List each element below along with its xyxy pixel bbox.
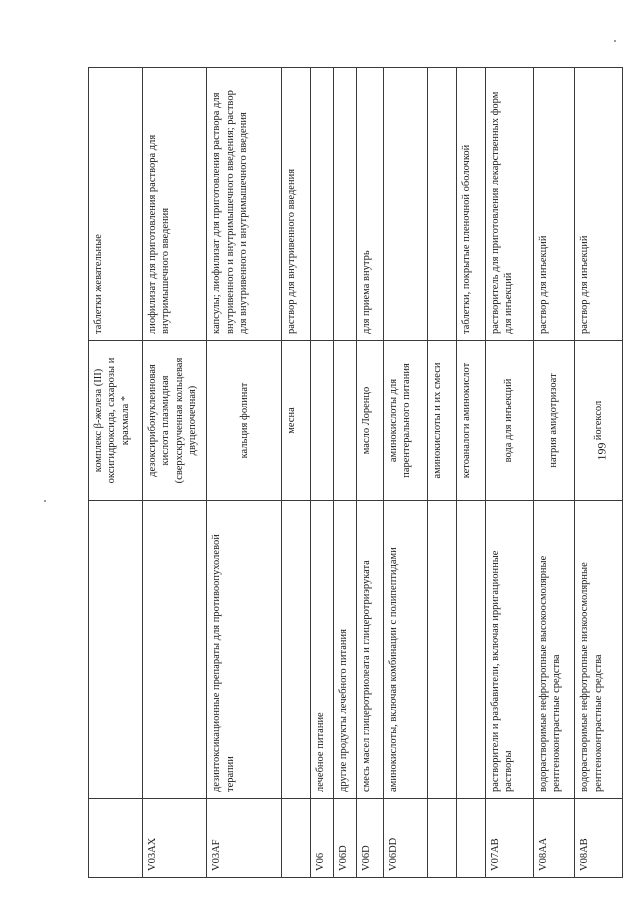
table-row: [485, 68, 533, 878]
atc-code-cell: V03AF: [207, 799, 282, 878]
atc-code-cell: V06DD: [383, 799, 427, 878]
table-row: [533, 68, 575, 878]
form-cell: капсулы; лиофилизат для приготовления раствора для внутривенного и внутримышечного введения; раствор для внутривенного и внутримышечного введения: [207, 68, 282, 341]
group-cell: водорастворимые нефротропные высокоосмолярные рентгеноконтрастные средства: [533, 501, 575, 799]
table-row: [383, 68, 427, 878]
page-number: 199: [594, 442, 609, 461]
substance-cell: [311, 341, 334, 501]
atc-code-cell: V06D: [356, 799, 383, 878]
group-cell: смесь масел глицеротриолеата и глицеротриэрукатa: [356, 501, 383, 799]
group-cell: лечебное питание: [311, 501, 334, 799]
substance-cell: комплекс β-железа (III) оксигидроксида, сахарозы и крахмала *: [89, 341, 143, 501]
table-row: [356, 68, 383, 878]
scan-mark-left: [44, 500, 46, 502]
group-cell: [456, 501, 485, 799]
substance-cell: [334, 341, 357, 501]
rotated-table-container: [88, 68, 623, 878]
substance-cell: аминокислоты для парентерального питания: [383, 341, 427, 501]
substance-cell: йогексол: [575, 341, 623, 501]
table-row: [456, 68, 485, 878]
form-cell: [334, 68, 357, 341]
atc-code-cell: V06D: [334, 799, 357, 878]
atc-code-cell: V08AB: [575, 799, 623, 878]
table-row: [143, 68, 207, 878]
group-cell: [89, 501, 143, 799]
form-cell: для приема внутрь: [356, 68, 383, 341]
group-cell: [143, 501, 207, 799]
atc-code-cell: [427, 799, 456, 878]
form-cell: [427, 68, 456, 341]
atc-code-cell: [89, 799, 143, 878]
group-cell: дезинтоксикационные препараты для противоопухолевой терапии: [207, 501, 282, 799]
substance-cell: вода для инъекций: [485, 341, 533, 501]
substance-cell: месна: [282, 341, 311, 501]
table-row: [334, 68, 357, 878]
group-cell: другие продукты лечебного питания: [334, 501, 357, 799]
table-row: [575, 68, 623, 878]
table-row: [311, 68, 334, 878]
group-cell: [282, 501, 311, 799]
substance-cell: кетоаналоги аминокислот: [456, 341, 485, 501]
form-cell: раствор для внутривенного введения: [282, 68, 311, 341]
group-cell: [427, 501, 456, 799]
drug-list-table: [88, 67, 623, 878]
form-cell: [311, 68, 334, 341]
group-cell: аминокислоты, включая комбинации с полипептидами: [383, 501, 427, 799]
form-cell: раствор для инъекций: [533, 68, 575, 341]
form-cell: растворитель для приготовления лекарственных форм для инъекций: [485, 68, 533, 341]
atc-code-cell: V08AA: [533, 799, 575, 878]
atc-code-cell: [282, 799, 311, 878]
form-cell: таблетки жевательные: [89, 68, 143, 341]
substance-cell: кальция фолинат: [207, 341, 282, 501]
table-row: [207, 68, 282, 878]
group-cell: растворители и разбавители, включая ирригационные растворы: [485, 501, 533, 799]
table-row: [427, 68, 456, 878]
atc-code-cell: V06: [311, 799, 334, 878]
substance-cell: аминокислоты и их смеси: [427, 341, 456, 501]
table-row: [89, 68, 143, 878]
form-cell: таблетки, покрытые пленочной оболочкой: [456, 68, 485, 341]
substance-cell: масло Лоренцо: [356, 341, 383, 501]
form-cell: [383, 68, 427, 341]
form-cell: лиофилизат для приготовления раствора для внутримышечного введения: [143, 68, 207, 341]
atc-code-cell: V07AB: [485, 799, 533, 878]
group-cell: водорастворимые нефротропные низкоосмолярные рентгеноконтрастные средства: [575, 501, 623, 799]
form-cell: раствор для инъекций: [575, 68, 623, 341]
table-row: [282, 68, 311, 878]
scan-mark-top-right: [614, 40, 616, 42]
atc-code-cell: V03AX: [143, 799, 207, 878]
atc-code-cell: [456, 799, 485, 878]
substance-cell: дезоксирибонуклеиновая кислота плазмидная (сверхскрученная кольцевая двуцепочечная): [143, 341, 207, 501]
substance-cell: натрия амидотризоат: [533, 341, 575, 501]
